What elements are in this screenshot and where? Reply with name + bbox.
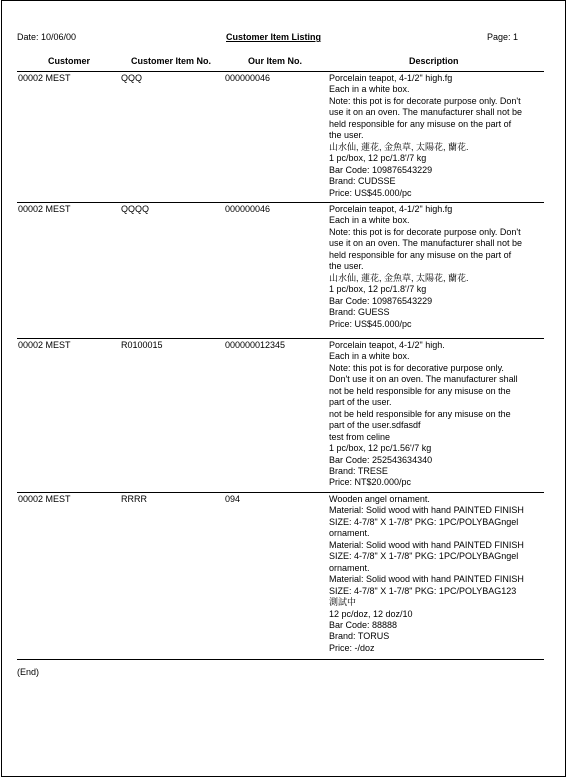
description-line: 山水仙, 蓮花, 金魚草, 太陽花, 蘭花. — [329, 141, 469, 152]
item-table — [17, 72, 544, 660]
description-line: ornament. — [329, 562, 370, 573]
description-line: Brand: TRESE — [329, 465, 388, 476]
description-line: Bar Code: 109876543229 — [329, 295, 433, 306]
report-title: Customer Item Listing — [226, 32, 322, 42]
description-line: Price: -/doz — [329, 642, 375, 653]
description-line: use it on an oven. The manufacturer shall not be — [329, 107, 522, 118]
table-row — [17, 72, 544, 203]
description-line: Price: NT$20.000/pc — [329, 477, 412, 488]
description-line: Bar Code: 109876543229 — [329, 164, 433, 175]
cell-description — [329, 339, 544, 489]
table-row — [17, 203, 544, 339]
description-line: Note: this pot is for decorative purpose only. — [329, 362, 504, 373]
description-line: 1 pc/box, 12 pc/1.56'/7 kg — [329, 443, 432, 454]
description-line: Brand: TORUS — [329, 631, 390, 642]
cell-customer: 00002 MEST — [18, 73, 71, 83]
column-header-description: Description — [409, 56, 459, 66]
column-header-customer: Customer — [48, 56, 91, 66]
end-marker: (End) — [17, 667, 40, 677]
description-line: 1 pc/box, 12 pc/1.8'/7 kg — [329, 284, 427, 295]
description-line: Wooden angel ornament. — [329, 494, 430, 504]
description-line: the user. — [329, 130, 364, 141]
description-line: held responsible for any misuse on the part of — [329, 118, 512, 129]
description-line: Porcelain teapot, 4-1/2" high. — [329, 340, 445, 350]
description-line: Each in a white box. — [329, 351, 410, 362]
table-row — [17, 339, 544, 493]
description-line: part of the user.sdfasdf — [329, 420, 421, 431]
description-line: held responsible for any misuse on the part of — [329, 249, 512, 260]
description-line: SIZE: 4-7/8" X 1-7/8" PKG: 1PC/POLYBAGngel — [329, 551, 519, 562]
description-line: Each in a white box. — [329, 215, 410, 226]
description-line: 山水仙, 蓮花, 金魚草, 太陽花, 蘭花. — [329, 272, 469, 283]
description-line: Price: US$45.000/pc — [329, 318, 412, 329]
cell-our-item-no: 000000046 — [225, 204, 271, 214]
description-line: Material: Solid wood with hand PAINTED FINISH — [329, 574, 524, 585]
cell-customer: 00002 MEST — [18, 204, 71, 214]
description-line: Bar Code: 252543634340 — [329, 454, 433, 465]
cell-customer-item-no: QQQQ — [121, 204, 150, 214]
cell-our-item-no: 000000046 — [225, 73, 271, 83]
description-line: test from celine — [329, 431, 391, 442]
column-headers — [17, 56, 544, 72]
description-line: Brand: CUDSSE — [329, 176, 396, 187]
description-line: part of the user. — [329, 397, 392, 408]
description-line: Note: this pot is for decorate purpose only. Don't — [329, 95, 521, 106]
description-line: Don't use it on an oven. The manufacturer shall — [329, 374, 518, 385]
description-line: Note: this pot is for decorate purpose only. Don't — [329, 226, 521, 237]
description-line: Porcelain teapot, 4-1/2" high.fg — [329, 73, 453, 83]
description-line: 1 pc/box, 12 pc/1.8'/7 kg — [329, 153, 427, 164]
cell-our-item-no: 000000012345 — [225, 340, 286, 350]
description-line: ornament. — [329, 528, 370, 539]
cell-customer: 00002 MEST — [18, 340, 71, 350]
description-line: Material: Solid wood with hand PAINTED FINISH — [329, 539, 524, 550]
description-line: Porcelain teapot, 4-1/2" high.fg — [329, 204, 453, 214]
cell-our-item-no: 094 — [225, 494, 241, 504]
column-header-customer-item-no: Customer Item No. — [131, 56, 212, 66]
page-number: Page: 1 — [487, 32, 519, 42]
description-line: Price: US$45.000/pc — [329, 187, 412, 198]
description-line: 12 pc/doz, 12 doz/10 — [329, 608, 413, 619]
cell-description — [329, 203, 544, 330]
cell-customer-item-no: RRRR — [121, 494, 147, 504]
description-line: Brand: GUESS — [329, 307, 390, 318]
description-line: SIZE: 4-7/8" X 1-7/8" PKG: 1PC/POLYBAGngel — [329, 516, 519, 527]
cell-customer: 00002 MEST — [18, 494, 71, 504]
report-page — [1, 0, 566, 777]
description-line: 測試中 — [329, 597, 357, 608]
description-line: the user. — [329, 261, 364, 272]
description-line: Material: Solid wood with hand PAINTED FINISH — [329, 505, 524, 516]
description-line: not be held responsible for any misuse on the — [329, 408, 511, 419]
cell-customer-item-no: R0100015 — [121, 340, 163, 350]
table-row — [17, 493, 544, 660]
report-header — [17, 32, 550, 46]
description-line: SIZE: 4-7/8" X 1-7/8" PKG: 1PC/POLYBAG123 — [329, 585, 517, 596]
description-line: Bar Code: 88888 — [329, 619, 398, 630]
cell-description — [329, 493, 544, 654]
description-line: Each in a white box. — [329, 84, 410, 95]
report-date: Date: 10/06/00 — [17, 32, 77, 42]
description-line: not be held responsible for any misuse on the — [329, 385, 511, 396]
column-header-our-item-no: Our Item No. — [248, 56, 303, 66]
cell-description — [329, 72, 544, 199]
cell-customer-item-no: QQQ — [121, 73, 143, 83]
description-line: use it on an oven. The manufacturer shall not be — [329, 238, 522, 249]
